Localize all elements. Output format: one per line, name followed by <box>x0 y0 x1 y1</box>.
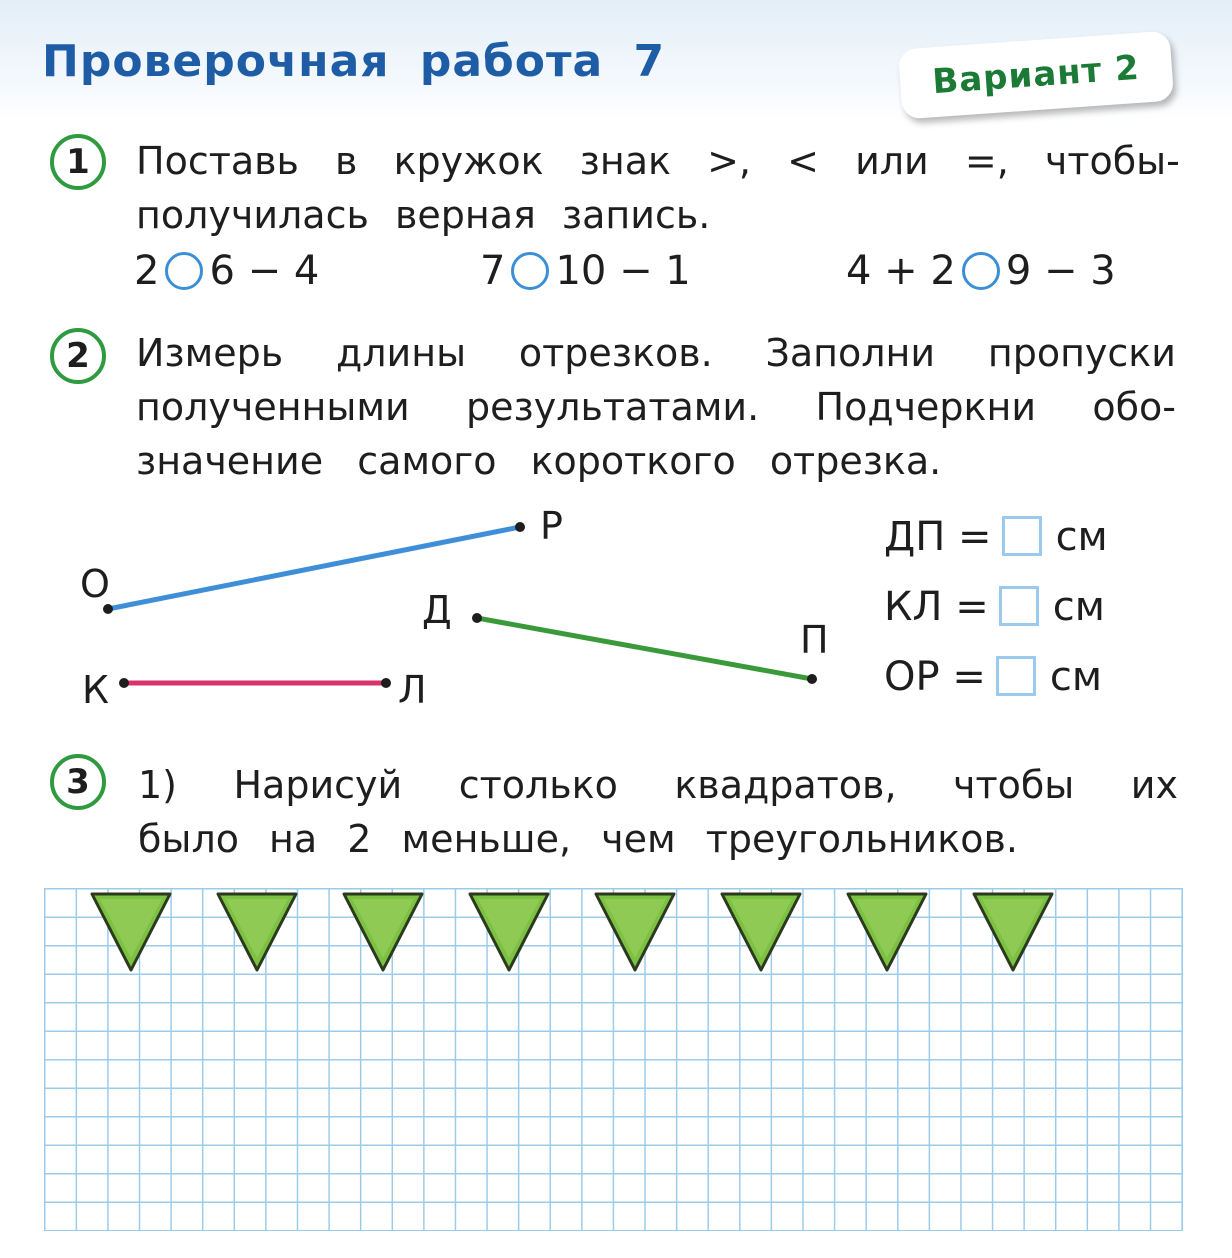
triangle-icon <box>88 890 174 974</box>
answer-op <box>884 652 1102 702</box>
word: чтобы <box>953 763 1075 807</box>
word: столько <box>458 763 618 807</box>
variant-badge: Вариант 2 <box>898 31 1174 120</box>
word: полученными <box>136 385 410 429</box>
triangle-icon <box>592 890 678 974</box>
triangle-icon <box>214 890 300 974</box>
word: отрезков. <box>518 331 713 375</box>
word: Поставь <box>136 139 299 183</box>
word: пропуски <box>987 331 1176 375</box>
task-2-number: 2 <box>50 328 106 384</box>
expr-right: 6 − 4 <box>209 248 320 294</box>
triangle-icon <box>466 890 552 974</box>
label-k: К <box>82 668 109 712</box>
label-d: Д <box>422 588 452 632</box>
word: Измерь <box>136 331 284 375</box>
task-3-number: 3 <box>50 754 106 810</box>
answer-label: КЛ = <box>884 584 989 630</box>
word: обо- <box>1092 385 1176 429</box>
point-pi <box>807 674 817 684</box>
point-p <box>515 522 525 532</box>
label-pi: П <box>800 618 829 662</box>
point-l <box>381 678 391 688</box>
word: чтобы- <box>1044 139 1180 183</box>
point-k <box>119 678 129 688</box>
page-title: Проверочная работа 7 <box>42 36 666 87</box>
word: квадратов, <box>674 763 897 807</box>
segment-op <box>108 527 520 609</box>
expr-left: 7 <box>480 248 506 294</box>
answer-dp <box>884 512 1108 562</box>
word: >, <box>707 139 751 183</box>
word: значение <box>136 439 324 483</box>
label-p: Р <box>540 504 563 548</box>
compare-circle[interactable] <box>962 252 1000 290</box>
answer-unit: см <box>1052 584 1105 630</box>
answer-kl <box>884 582 1105 632</box>
word: =, <box>964 139 1009 183</box>
expr-right: 9 − 3 <box>1005 248 1116 294</box>
segment-dp <box>477 618 812 679</box>
task-3-line-1 <box>138 758 1178 812</box>
word: короткого <box>530 439 736 483</box>
task-3-line-2: было на 2 меньше, чем треугольников. <box>138 817 1018 861</box>
word: или <box>855 139 929 183</box>
answer-box[interactable] <box>996 656 1036 696</box>
task-1-number: 1 <box>50 134 106 190</box>
expr-left: 4 + 2 <box>846 248 956 294</box>
expr-left: 2 <box>134 248 160 294</box>
triangle-icon <box>340 890 426 974</box>
point-d <box>472 613 482 623</box>
triangle-icon <box>970 890 1056 974</box>
word: результатами. <box>466 385 760 429</box>
answer-label: ОР = <box>884 654 986 700</box>
answer-box[interactable] <box>999 586 1039 626</box>
word: кружок <box>393 139 544 183</box>
word: Подчеркни <box>815 385 1037 429</box>
word: Нарисуй <box>233 763 403 807</box>
answer-unit: см <box>1049 654 1103 700</box>
label-l: Л <box>398 668 427 712</box>
expression-3 <box>846 244 1116 298</box>
answer-label: ДП = <box>884 514 992 560</box>
word: самого <box>357 439 497 483</box>
triangle-icon <box>718 890 804 974</box>
expr-right: 10 − 1 <box>555 248 691 294</box>
label-o: О <box>80 562 110 606</box>
word: 1) <box>138 763 178 807</box>
answer-unit: см <box>1055 514 1108 560</box>
word: Заполни <box>765 331 936 375</box>
word: < <box>787 139 819 183</box>
word: отрезка. <box>769 439 942 483</box>
word: в <box>335 139 358 183</box>
word: их <box>1130 763 1178 807</box>
answer-box[interactable] <box>1002 516 1042 556</box>
triangle-icon <box>844 890 930 974</box>
word: знак <box>579 139 671 183</box>
task-1-line-2: получилась верная запись. <box>136 193 711 237</box>
word: длины <box>336 331 467 375</box>
